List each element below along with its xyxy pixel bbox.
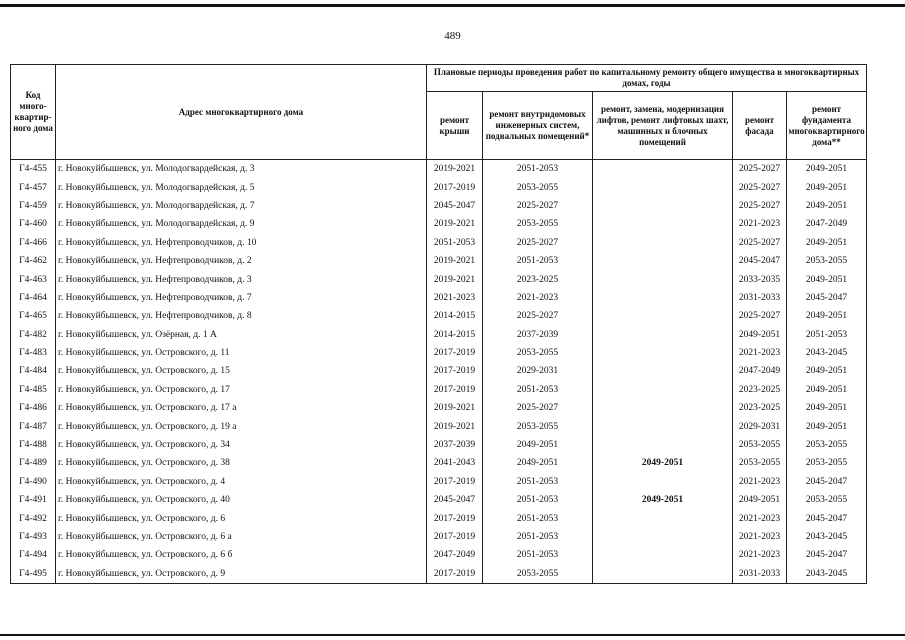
row-roof: 2019-2021	[427, 252, 483, 270]
row-code: Г4-489	[11, 454, 56, 472]
row-elevators	[593, 473, 733, 491]
row-code: Г4-459	[11, 197, 56, 215]
row-elevators	[593, 546, 733, 564]
row-roof: 2019-2021	[427, 399, 483, 417]
row-roof: 2017-2019	[427, 344, 483, 362]
row-elevators	[593, 326, 733, 344]
row-engineering: 2051-2053	[483, 160, 593, 179]
row-foundation: 2049-2051	[787, 234, 867, 252]
row-foundation: 2049-2051	[787, 178, 867, 196]
row-foundation: 2049-2051	[787, 270, 867, 288]
row-address: г. Новокуйбышевск, ул. Островского, д. 6	[56, 509, 427, 527]
row-roof: 2041-2043	[427, 454, 483, 472]
row-elevators	[593, 215, 733, 233]
row-facade: 2025-2027	[733, 160, 787, 179]
row-elevators	[593, 270, 733, 288]
row-code: Г4-464	[11, 289, 56, 307]
row-code: Г4-484	[11, 362, 56, 380]
row-address: г. Новокуйбышевск, ул. Островского, д. 9	[56, 565, 427, 584]
row-elevators	[593, 197, 733, 215]
row-facade: 2021-2023	[733, 509, 787, 527]
row-foundation: 2049-2051	[787, 197, 867, 215]
bottom-rule	[0, 634, 905, 636]
table-row	[11, 546, 867, 564]
table-row	[11, 454, 867, 472]
row-address: г. Новокуйбышевск, ул. Нефтепроводчиков, д. 7	[56, 289, 427, 307]
row-elevators	[593, 344, 733, 362]
row-facade: 2025-2027	[733, 307, 787, 325]
row-address: г. Новокуйбышевск, ул. Молодогвардейская, д. 3	[56, 160, 427, 179]
row-roof: 2045-2047	[427, 491, 483, 509]
row-roof: 2021-2023	[427, 289, 483, 307]
row-engineering: 2051-2053	[483, 528, 593, 546]
row-roof: 2014-2015	[427, 326, 483, 344]
row-facade: 2023-2025	[733, 399, 787, 417]
row-code: Г4-487	[11, 417, 56, 435]
row-code: Г4-466	[11, 234, 56, 252]
row-elevators	[593, 289, 733, 307]
row-code: Г4-460	[11, 215, 56, 233]
row-engineering: 2053-2055	[483, 178, 593, 196]
capital-repair-table	[10, 64, 867, 584]
table-row	[11, 528, 867, 546]
row-engineering: 2049-2051	[483, 436, 593, 454]
table-row	[11, 326, 867, 344]
row-facade: 2053-2055	[733, 436, 787, 454]
row-foundation: 2053-2055	[787, 436, 867, 454]
table-row	[11, 509, 867, 527]
row-facade: 2049-2051	[733, 326, 787, 344]
table-row	[11, 344, 867, 362]
row-code: Г4-463	[11, 270, 56, 288]
row-engineering: 2029-2031	[483, 362, 593, 380]
row-address: г. Новокуйбышевск, ул. Озёрная, д. 1 А	[56, 326, 427, 344]
table-body	[11, 160, 867, 584]
row-foundation: 2049-2051	[787, 307, 867, 325]
row-address: г. Новокуйбышевск, ул. Молодогвардейская, д. 9	[56, 215, 427, 233]
row-address: г. Новокуйбышевск, ул. Нефтепроводчиков, д. 10	[56, 234, 427, 252]
row-foundation: 2049-2051	[787, 160, 867, 179]
page-number: 489	[444, 30, 461, 42]
row-roof: 2019-2021	[427, 270, 483, 288]
row-engineering: 2025-2027	[483, 197, 593, 215]
table-row	[11, 197, 867, 215]
row-facade: 2025-2027	[733, 178, 787, 196]
row-foundation: 2047-2049	[787, 215, 867, 233]
row-foundation: 2049-2051	[787, 381, 867, 399]
row-elevators	[593, 381, 733, 399]
row-foundation: 2049-2051	[787, 399, 867, 417]
row-engineering: 2025-2027	[483, 234, 593, 252]
row-roof: 2019-2021	[427, 160, 483, 179]
row-code: Г4-457	[11, 178, 56, 196]
row-roof: 2017-2019	[427, 381, 483, 399]
row-address: г. Новокуйбышевск, ул. Островского, д. 19 а	[56, 417, 427, 435]
row-engineering: 2049-2051	[483, 454, 593, 472]
table-row	[11, 215, 867, 233]
row-roof: 2014-2015	[427, 307, 483, 325]
row-elevators	[593, 307, 733, 325]
header-code: Код много-квартир-ного дома	[11, 65, 56, 160]
row-facade: 2049-2051	[733, 491, 787, 509]
row-address: г. Новокуйбышевск, ул. Нефтепроводчиков, д. 8	[56, 307, 427, 325]
row-address: г. Новокуйбышевск, ул. Молодогвардейская, д. 5	[56, 178, 427, 196]
row-facade: 2021-2023	[733, 528, 787, 546]
row-engineering: 2021-2023	[483, 289, 593, 307]
row-facade: 2045-2047	[733, 252, 787, 270]
row-roof: 2051-2053	[427, 234, 483, 252]
row-elevators	[593, 362, 733, 380]
row-address: г. Новокуйбышевск, ул. Островского, д. 6 а	[56, 528, 427, 546]
row-facade: 2021-2023	[733, 215, 787, 233]
row-roof: 2017-2019	[427, 565, 483, 584]
row-facade: 2047-2049	[733, 362, 787, 380]
row-roof: 2045-2047	[427, 197, 483, 215]
row-engineering: 2051-2053	[483, 381, 593, 399]
row-foundation: 2045-2047	[787, 289, 867, 307]
table-row	[11, 307, 867, 325]
row-roof: 2017-2019	[427, 178, 483, 196]
table-row	[11, 160, 867, 179]
header-foundation: ремонт фундамента многоквартирного дома**	[787, 92, 867, 160]
row-address: г. Новокуйбышевск, ул. Нефтепроводчиков, д. 2	[56, 252, 427, 270]
row-address: г. Новокуйбышевск, ул. Островского, д. 17 а	[56, 399, 427, 417]
row-roof: 2019-2021	[427, 215, 483, 233]
row-elevators: 2049-2051	[593, 454, 733, 472]
row-foundation: 2049-2051	[787, 362, 867, 380]
row-roof: 2037-2039	[427, 436, 483, 454]
row-engineering: 2051-2053	[483, 546, 593, 564]
row-engineering: 2053-2055	[483, 417, 593, 435]
row-engineering: 2051-2053	[483, 252, 593, 270]
row-code: Г4-455	[11, 160, 56, 179]
row-engineering: 2053-2055	[483, 565, 593, 584]
row-facade: 2033-2035	[733, 270, 787, 288]
row-code: Г4-462	[11, 252, 56, 270]
row-facade: 2031-2033	[733, 289, 787, 307]
top-rule	[0, 4, 905, 7]
row-foundation: 2053-2055	[787, 491, 867, 509]
row-engineering: 2053-2055	[483, 344, 593, 362]
row-code: Г4-465	[11, 307, 56, 325]
row-facade: 2025-2027	[733, 234, 787, 252]
row-elevators	[593, 436, 733, 454]
row-code: Г4-482	[11, 326, 56, 344]
table-row	[11, 289, 867, 307]
row-engineering: 2037-2039	[483, 326, 593, 344]
table-row	[11, 417, 867, 435]
row-roof: 2047-2049	[427, 546, 483, 564]
table-row	[11, 362, 867, 380]
row-code: Г4-485	[11, 381, 56, 399]
table-row	[11, 178, 867, 196]
header-elevators: ремонт, замена, модернизация лифтов, ремонт лифтовых шахт, машинных и блочных помещений	[593, 92, 733, 160]
row-address: г. Новокуйбышевск, ул. Островского, д. 38	[56, 454, 427, 472]
row-facade: 2021-2023	[733, 473, 787, 491]
table-row	[11, 252, 867, 270]
row-foundation: 2045-2047	[787, 546, 867, 564]
row-engineering: 2023-2025	[483, 270, 593, 288]
row-elevators	[593, 160, 733, 179]
row-facade: 2021-2023	[733, 344, 787, 362]
row-code: Г4-492	[11, 509, 56, 527]
row-foundation: 2043-2045	[787, 528, 867, 546]
row-roof: 2017-2019	[427, 509, 483, 527]
header-periods: Плановые периоды проведения работ по капитальному ремонту общего имущества в многоквартирных домах, годы	[427, 65, 867, 92]
row-code: Г4-493	[11, 528, 56, 546]
row-address: г. Новокуйбышевск, ул. Островского, д. 40	[56, 491, 427, 509]
header-roof: ремонт крыши	[427, 92, 483, 160]
row-engineering: 2051-2053	[483, 473, 593, 491]
row-address: г. Новокуйбышевск, ул. Нефтепроводчиков, д. 3	[56, 270, 427, 288]
row-address: г. Новокуйбышевск, ул. Островского, д. 17	[56, 381, 427, 399]
row-code: Г4-495	[11, 565, 56, 584]
row-elevators	[593, 399, 733, 417]
row-address: г. Новокуйбышевск, ул. Островского, д. 11	[56, 344, 427, 362]
row-facade: 2029-2031	[733, 417, 787, 435]
row-roof: 2019-2021	[427, 417, 483, 435]
row-engineering: 2053-2055	[483, 215, 593, 233]
row-elevators	[593, 252, 733, 270]
row-engineering: 2051-2053	[483, 509, 593, 527]
table-row	[11, 381, 867, 399]
row-address: г. Новокуйбышевск, ул. Островского, д. 6 б	[56, 546, 427, 564]
row-code: Г4-490	[11, 473, 56, 491]
row-elevators	[593, 234, 733, 252]
row-foundation: 2051-2053	[787, 326, 867, 344]
row-roof: 2017-2019	[427, 473, 483, 491]
row-foundation: 2045-2047	[787, 473, 867, 491]
row-facade: 2021-2023	[733, 546, 787, 564]
row-address: г. Новокуйбышевск, ул. Молодогвардейская, д. 7	[56, 197, 427, 215]
row-address: г. Новокуйбышевск, ул. Островского, д. 15	[56, 362, 427, 380]
row-address: г. Новокуйбышевск, ул. Островского, д. 4	[56, 473, 427, 491]
row-code: Г4-491	[11, 491, 56, 509]
row-elevators	[593, 417, 733, 435]
row-roof: 2017-2019	[427, 362, 483, 380]
row-foundation: 2053-2055	[787, 454, 867, 472]
row-elevators	[593, 509, 733, 527]
row-foundation: 2049-2051	[787, 417, 867, 435]
row-elevators: 2049-2051	[593, 491, 733, 509]
row-facade: 2053-2055	[733, 454, 787, 472]
table-row	[11, 565, 867, 584]
header-facade: ремонт фасада	[733, 92, 787, 160]
row-code: Г4-486	[11, 399, 56, 417]
row-roof: 2017-2019	[427, 528, 483, 546]
row-foundation: 2053-2055	[787, 252, 867, 270]
row-engineering: 2051-2053	[483, 491, 593, 509]
row-elevators	[593, 528, 733, 546]
row-elevators	[593, 178, 733, 196]
row-code: Г4-488	[11, 436, 56, 454]
table-row	[11, 491, 867, 509]
table-row	[11, 270, 867, 288]
row-engineering: 2025-2027	[483, 399, 593, 417]
row-code: Г4-494	[11, 546, 56, 564]
table-row	[11, 473, 867, 491]
table-row	[11, 399, 867, 417]
header-address: Адрес многоквартирного дома	[56, 65, 427, 160]
row-address: г. Новокуйбышевск, ул. Островского, д. 34	[56, 436, 427, 454]
row-foundation: 2043-2045	[787, 565, 867, 584]
header-engineering: ремонт внутридомовых инженерных систем, подвальных помещений*	[483, 92, 593, 160]
row-engineering: 2025-2027	[483, 307, 593, 325]
row-code: Г4-483	[11, 344, 56, 362]
row-facade: 2031-2033	[733, 565, 787, 584]
row-facade: 2023-2025	[733, 381, 787, 399]
table-row	[11, 436, 867, 454]
row-facade: 2025-2027	[733, 197, 787, 215]
row-foundation: 2043-2045	[787, 344, 867, 362]
table-row	[11, 234, 867, 252]
row-foundation: 2045-2047	[787, 509, 867, 527]
row-elevators	[593, 565, 733, 584]
